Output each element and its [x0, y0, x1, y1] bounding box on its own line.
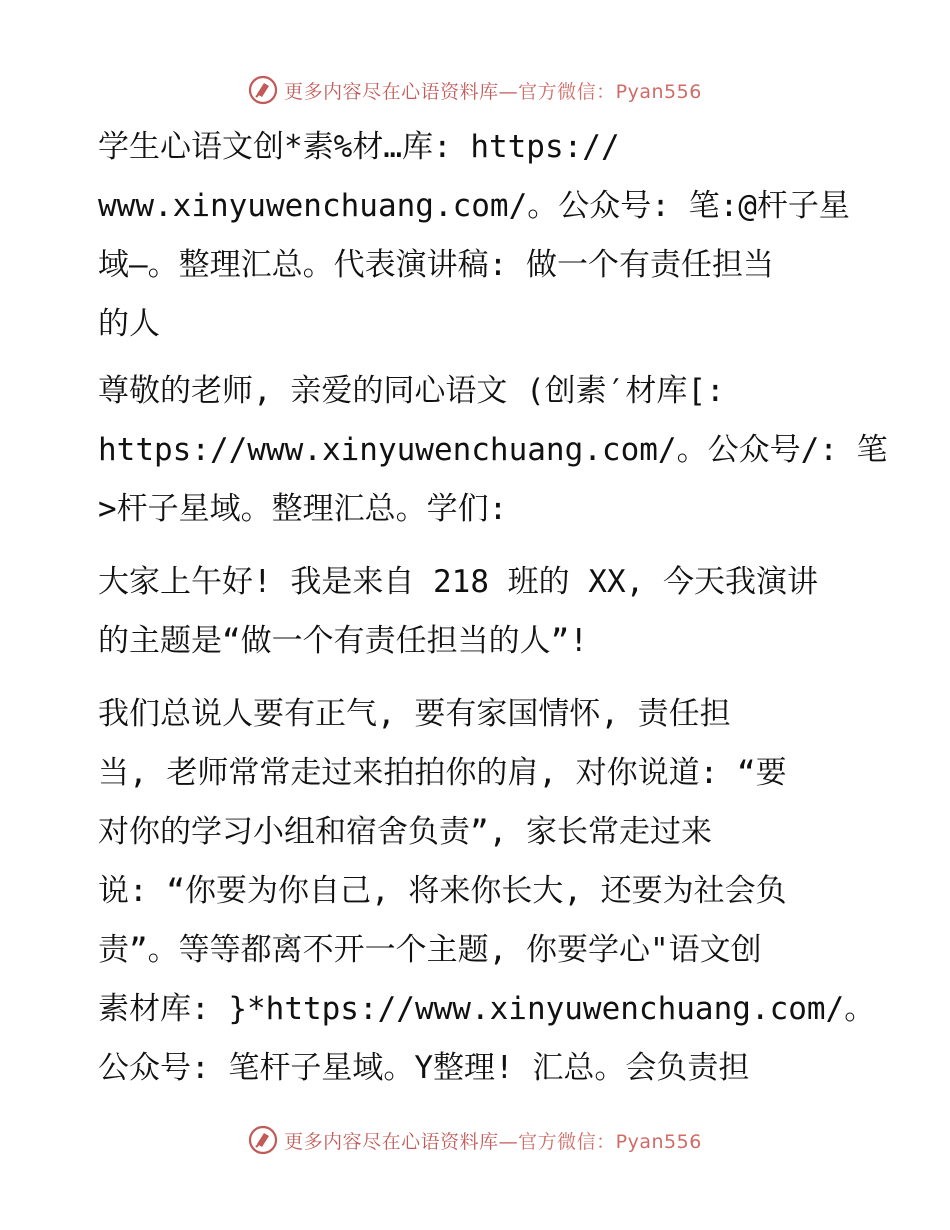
banner-title: 更多内容尽在心语资料库 [284, 1130, 499, 1153]
text-line: 素材库: }*https://www.xinyuwenchuang.com/。 [98, 991, 876, 1027]
text-line: www.xinyuwenchuang.com/。公众号: 笔:@杆子星 [98, 188, 850, 224]
text-line: >杆子星域。整理汇总。学们: [98, 491, 508, 527]
banner-separator: — [498, 80, 519, 103]
text-line: 的主题是“做一个有责任担当的人”! [98, 623, 588, 659]
text-line: 大家上午好! 我是来自 218 班的 XX, 今天我演讲 [98, 564, 818, 600]
paragraph [98, 685, 876, 1098]
footer-banner [0, 1120, 950, 1160]
text-line: 对你的学习小组和宿舍负责”, 家长常走过来 [98, 814, 712, 850]
text-line: 责”。等等都离不开一个主题, 你要学心"语文创 [98, 932, 762, 968]
banner-text [284, 1127, 702, 1154]
text-line: 我们总说人要有正气, 要有家国情怀, 责任担 [98, 696, 731, 732]
paragraph [98, 362, 888, 539]
text-line: 域—。整理汇总。代表演讲稿: 做一个有责任担当 [98, 247, 774, 283]
text-line: 的人 [98, 306, 160, 342]
banner-text [284, 77, 702, 104]
text-line: 学生心语文创*素%材…库: https:// [98, 129, 620, 165]
text-line: 说: “你要为你自己, 将来你长大, 还要为社会负 [98, 873, 787, 909]
text-line: https://www.xinyuwenchuang.com/。公众号/: 笔 [98, 432, 888, 468]
text-line: 当, 老师常常走过来拍拍你的肩, 对你说道: “要 [98, 755, 787, 791]
paragraph [98, 118, 858, 354]
banner-title: 更多内容尽在心语资料库 [284, 80, 499, 103]
text-line: 公众号: 笔杆子星域。Y整理! 汇总。会负责担 [98, 1050, 750, 1086]
document-body [98, 118, 888, 1112]
logo-icon [248, 75, 278, 105]
banner-separator: — [498, 1130, 519, 1153]
text-line: 尊敬的老师, 亲爱的同心语文 (创素′材库[: [98, 373, 725, 409]
banner-contact: 官方微信：Pyan556 [518, 80, 702, 103]
header-banner [0, 70, 950, 110]
banner-contact: 官方微信：Pyan556 [518, 1130, 702, 1153]
paragraph [98, 553, 858, 671]
logo-icon [248, 1125, 278, 1155]
